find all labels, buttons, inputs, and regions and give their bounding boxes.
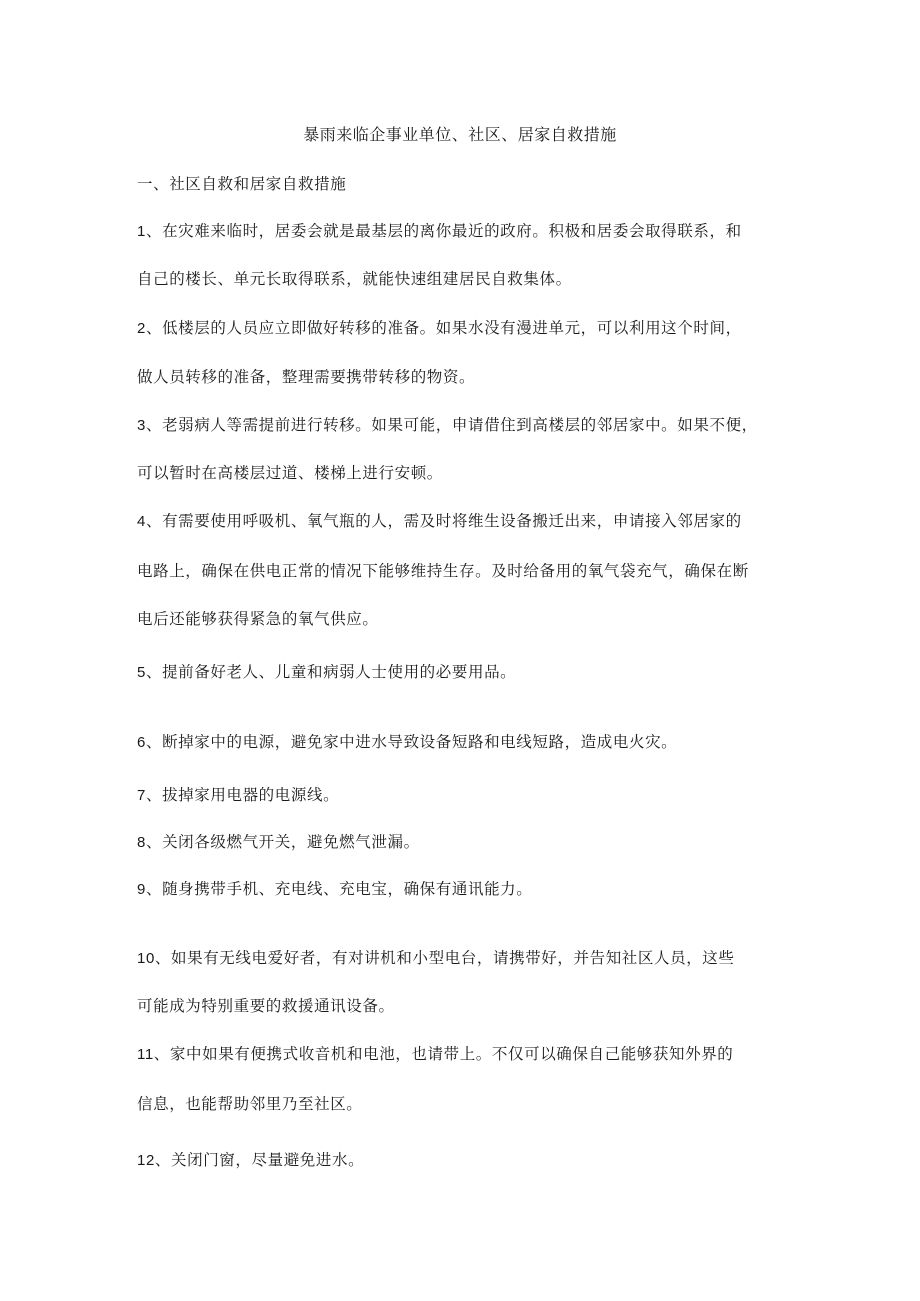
list-item-11-line-1 — [137, 1043, 797, 1066]
item-separator: 、 — [145, 319, 163, 337]
item-separator: 、 — [145, 786, 163, 804]
item-text: 家中如果有便携式收音机和电池，也请带上。不仅可以确保自己能够获知外界的 — [169, 1045, 734, 1063]
list-item-8-line-1 — [137, 831, 797, 854]
item-separator: 、 — [145, 512, 163, 530]
item-separator: 、 — [154, 949, 171, 967]
list-item-3-line-2: 可以暂时在高楼层过道、楼梯上进行安顿。 — [137, 464, 443, 482]
list-item-5-line-1 — [137, 661, 797, 684]
item-number: 6 — [137, 734, 146, 751]
item-number: 3 — [137, 417, 146, 434]
item-text: 随身携带手机、充电线、充电宝，确保有通讯能力。 — [162, 880, 533, 898]
item-number: 9 — [137, 881, 146, 898]
list-item-3-line-1 — [137, 414, 797, 437]
document-title: 暴雨来临企事业单位、社区、居家自救措施 — [303, 125, 617, 144]
list-item-10-line-2: 可能成为特别重要的救援通讯设备。 — [137, 997, 395, 1015]
list-item-9-line-1 — [137, 878, 797, 901]
item-text: 如果有无线电爱好者，有对讲机和小型电台，请携带好，并告知社区人员，这些 — [171, 949, 735, 967]
list-item-6-line-1 — [137, 731, 797, 754]
item-number: 5 — [137, 664, 146, 681]
item-text: 提前备好老人、儿童和病弱人士使用的必要用品。 — [162, 663, 517, 681]
item-text: 关闭各级燃气开关，避免燃气泄漏。 — [162, 833, 420, 851]
item-number: 11 — [137, 1046, 154, 1063]
item-number: 7 — [137, 787, 146, 804]
list-item-2-line-1 — [137, 317, 797, 340]
item-number: 1 — [137, 223, 146, 240]
list-item-7-line-1 — [137, 784, 797, 807]
list-item-12-line-1 — [137, 1149, 797, 1172]
item-separator: 、 — [153, 1045, 170, 1063]
item-separator: 、 — [145, 222, 163, 240]
item-number: 12 — [137, 1152, 155, 1169]
item-separator: 、 — [145, 663, 163, 681]
item-text: 拔掉家用电器的电源线。 — [162, 786, 340, 804]
list-item-10-line-1 — [137, 947, 797, 970]
list-item-11-line-2: 信息，也能帮助邻里乃至社区。 — [137, 1095, 363, 1113]
item-number: 4 — [137, 513, 146, 530]
list-item-4-line-2: 电路上，确保在供电正常的情况下能够维持生存。及时给备用的氧气袋充气，确保在断 — [137, 562, 749, 580]
item-number: 2 — [137, 320, 146, 337]
item-text: 断掉家中的电源，避免家中进水导致设备短路和电线短路，造成电火灾。 — [162, 733, 678, 751]
section-heading: 一、社区自救和居家自救措施 — [137, 175, 347, 193]
list-item-1-line-1 — [137, 220, 797, 243]
item-text: 有需要使用呼吸机、氧气瓶的人，需及时将维生设备搬迁出来，申请接入邻居家的 — [162, 512, 742, 530]
list-item-4-line-3: 电后还能够获得紧急的氧气供应。 — [137, 610, 379, 628]
item-text: 在灾难来临时，居委会就是最基层的离你最近的政府。积极和居委会取得联系，和 — [162, 222, 742, 240]
list-item-2-line-2: 做人员转移的准备，整理需要携带转移的物资。 — [137, 368, 476, 386]
item-separator: 、 — [145, 833, 163, 851]
list-item-1-line-2: 自己的楼长、单元长取得联系，就能快速组建居民自救集体。 — [137, 270, 572, 288]
item-separator: 、 — [145, 416, 163, 434]
item-separator: 、 — [154, 1151, 171, 1169]
item-text: 老弱病人等需提前进行转移。如果可能，申请借住到高楼层的邻居家中。如果不便， — [162, 416, 758, 434]
list-item-4-line-1 — [137, 510, 797, 533]
item-separator: 、 — [145, 733, 163, 751]
item-number: 8 — [137, 834, 146, 851]
item-number: 10 — [137, 950, 155, 967]
item-text: 低楼层的人员应立即做好转移的准备。如果水没有漫进单元，可以利用这个时间， — [162, 319, 742, 337]
item-separator: 、 — [145, 880, 163, 898]
item-text: 关闭门窗，尽量避免进水。 — [171, 1151, 365, 1169]
